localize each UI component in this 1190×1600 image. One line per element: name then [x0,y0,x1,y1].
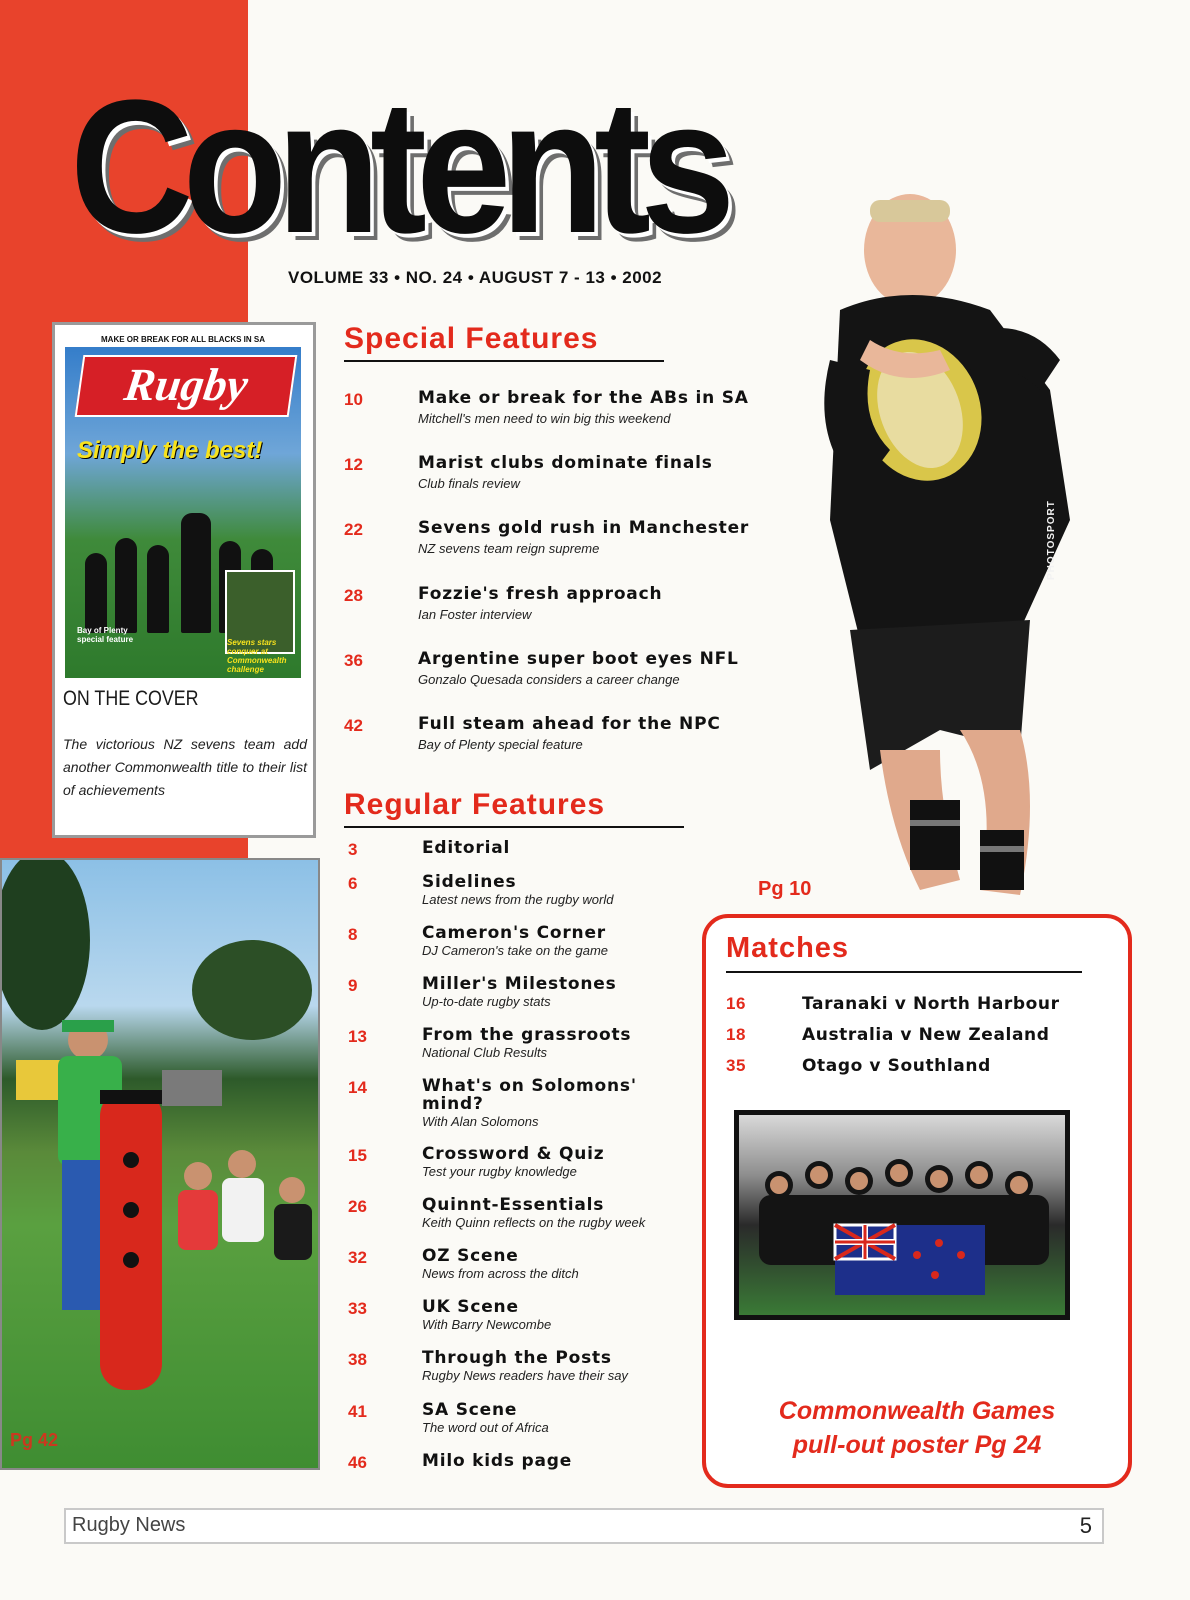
feature-title: From the grassroots [422,1025,632,1045]
feature-title: Marist clubs dominate finals [418,453,713,473]
feature-title: UK Scene [422,1297,519,1317]
feature-title: Make or break for the ABs in SA [418,388,749,408]
feature-subtitle: With Alan Solomons [422,1114,539,1129]
feature-title: Editorial [422,838,511,858]
page-number: 8 [348,925,358,944]
feature-subtitle: With Barry Newcombe [422,1317,552,1332]
on-the-cover-label: ON THE COVER [63,687,199,710]
poster-promo[interactable] [706,1394,1128,1462]
page-number: 42 [344,716,363,735]
page-number: 26 [348,1197,367,1216]
feature-title: Sevens gold rush in Manchester [418,518,750,538]
feature-subtitle: NZ sevens team reign supreme [418,541,600,556]
page-number: 22 [344,520,363,539]
page-number: 6 [348,874,358,893]
page-number: 33 [348,1299,367,1318]
page-title: Contents [70,61,725,273]
player-page-label: Pg 10 [758,878,812,900]
feature-subtitle: Test your rugby knowledge [422,1164,577,1179]
cover-description: The victorious NZ sevens team add another Commonwealth title to their list of achievements [63,736,307,798]
feature-title: What's on Solomons' [422,1076,637,1096]
feature-title: Fozzie's fresh approach [418,584,663,604]
page-number: 41 [348,1402,367,1421]
photo-credit: PHOTOSPORT [1046,500,1057,580]
page-number: 9 [348,976,358,995]
team-photo-illustration [739,1115,1065,1315]
page-number: 15 [348,1146,367,1165]
page-number: 13 [348,1027,367,1046]
sevens-team-photo[interactable] [734,1110,1070,1320]
page-number: 12 [344,455,363,474]
milo-kids-photo[interactable] [0,858,320,1470]
feature-subtitle: National Club Results [422,1045,548,1060]
cover-box [52,322,316,838]
special-features-heading: Special Features [344,322,664,362]
matches-box [702,914,1132,1488]
issue-info: VOLUME 33 • NO. 24 • AUGUST 7 - 13 • 2002 [288,268,663,287]
feature-subtitle: Bay of Plenty special feature [418,737,583,752]
feature-title: Quinnt-Essentials [422,1195,605,1215]
feature-title: Argentine super boot eyes NFL [418,649,739,669]
feature-subtitle: Gonzalo Quesada considers a career change [418,672,680,687]
match-title: Otago v Southland [802,1056,991,1076]
feature-subtitle: Club finals review [418,476,520,491]
feature-title: Miller's Milestones [422,974,617,994]
cover-bop-caption: Bay of Plenty special feature [77,626,134,644]
cover-magazine-image[interactable] [65,333,301,678]
page-number: 38 [348,1350,367,1369]
feature-subtitle: Up-to-date rugby stats [422,994,551,1009]
page-number: 18 [726,1025,747,1044]
regular-features-heading: Regular Features [344,788,684,828]
kids-photo-illustration [2,860,318,1468]
cover-strapline: MAKE OR BREAK FOR ALL BLACKS IN SA [65,333,301,347]
page-number: 16 [726,994,747,1013]
page-footer [64,1508,1104,1544]
rugby-news-logo: Rugby [75,355,298,417]
feature-subtitle: Rugby News readers have their say [422,1368,628,1383]
page-number: 32 [348,1248,367,1267]
feature-title: Sidelines [422,872,517,892]
feature-subtitle: Ian Foster interview [418,607,532,622]
poster-line-2: pull-out poster Pg 24 [792,1431,1042,1459]
feature-subtitle: Latest news from the rugby world [422,892,614,907]
page-number: 35 [726,1056,747,1075]
page-number: 36 [344,651,363,670]
page-number: 14 [348,1078,367,1097]
feature-title: SA Scene [422,1400,518,1420]
page-number: 28 [344,586,363,605]
feature-subtitle: Mitchell's men need to win big this weekend [418,411,671,426]
page-number: 3 [348,840,358,859]
feature-subtitle: DJ Cameron's take on the game [422,943,609,958]
feature-subtitle: News from across the ditch [422,1266,579,1281]
page-number: 46 [348,1453,367,1472]
match-title: Australia v New Zealand [802,1025,1050,1045]
feature-title: Cameron's Corner [422,923,606,943]
footer-page-number: 5 [1079,1513,1092,1538]
feature-title: OZ Scene [422,1246,519,1266]
poster-line-1: Commonwealth Games [778,1397,1056,1425]
player-photo[interactable] [770,190,1120,910]
feature-title: Through the Posts [422,1348,612,1368]
footer-publication: Rugby News [72,1514,186,1536]
kids-page-label: Pg 42 [10,1430,59,1450]
cover-headline: Simply the best! [77,437,263,464]
feature-title-continued: mind? [422,1094,484,1114]
feature-title: Crossword & Quiz [422,1144,605,1164]
feature-subtitle: Keith Quinn reflects on the rugby week [422,1215,646,1230]
match-title: Taranaki v North Harbour [802,994,1060,1014]
page-number: 10 [344,390,363,409]
matches-heading: Matches [726,932,1082,973]
feature-title: Full steam ahead for the NPC [418,714,721,734]
feature-title: Milo kids page [422,1451,573,1471]
cover-sevens-caption: Sevens stars conquer at Commonwealth challenge [227,638,287,674]
feature-subtitle: The word out of Africa [422,1420,549,1435]
